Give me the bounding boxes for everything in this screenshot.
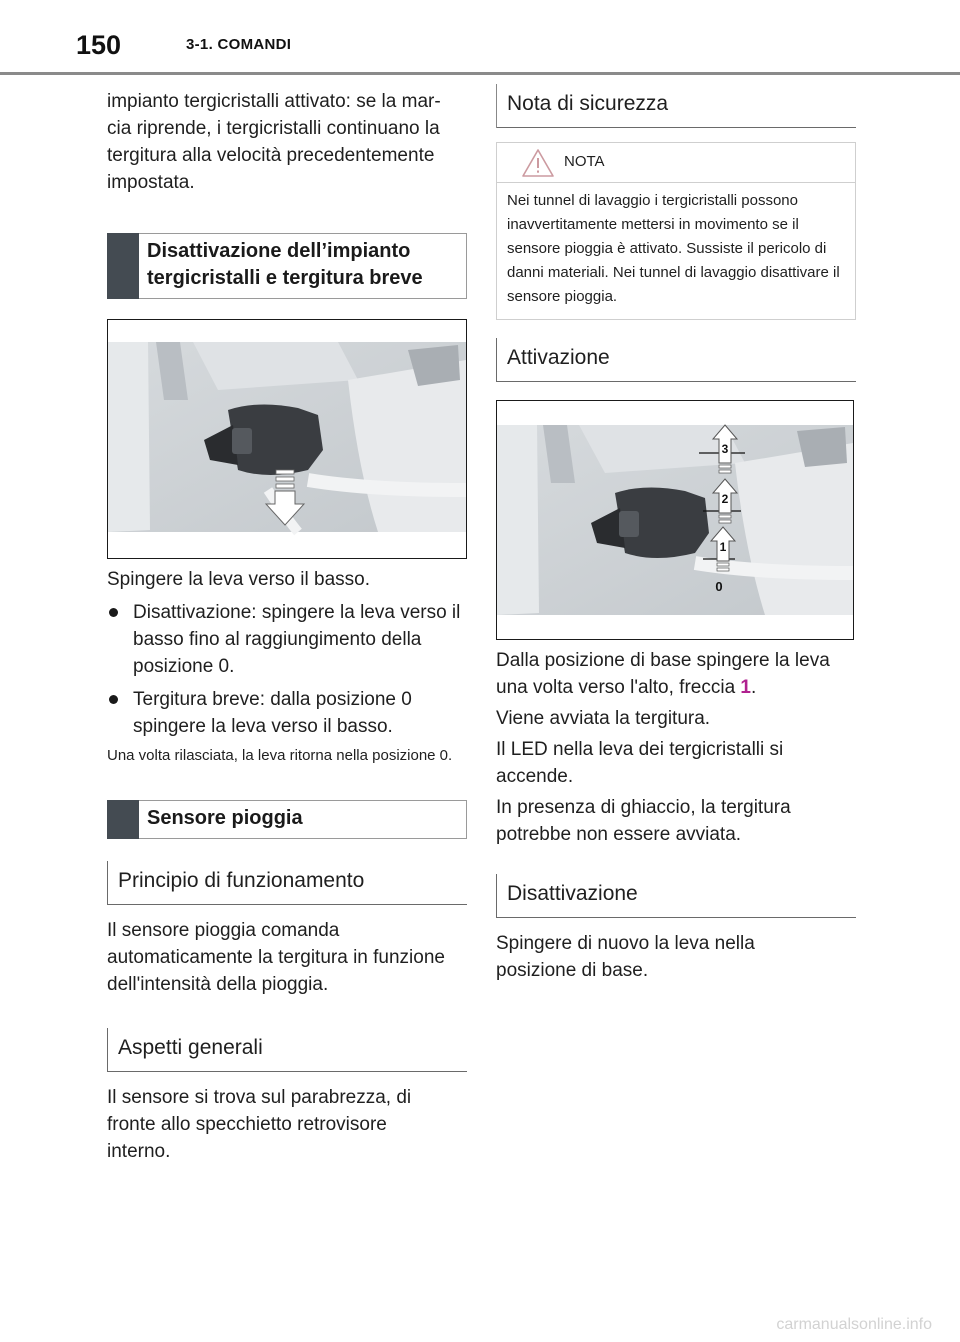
- position-label-1: 1: [719, 540, 727, 554]
- bullet-list: [107, 599, 467, 740]
- bullet-icon: [109, 608, 118, 617]
- section-heading-wiper-deactivation: [107, 233, 467, 299]
- section-bar-accent: [107, 233, 139, 299]
- lever-down-illustration: [108, 320, 466, 558]
- page-header: [0, 0, 960, 78]
- subheading-rule: [108, 1071, 467, 1072]
- figure-lever-up: [496, 400, 854, 640]
- section-heading-rain-sensor: [107, 800, 467, 839]
- section-title: Disattivazione dell’impianto tergicristalli e tergitura breve: [147, 240, 423, 289]
- note-paragraph: Una volta rilasciata, la leva ritorna nella posizione 0.: [107, 747, 453, 764]
- watermark: carmanualsonline.info: [776, 1316, 932, 1333]
- list-item: Tergitura breve: dalla posizione 0 spingere la leva verso il basso.: [107, 686, 467, 740]
- note-text: Nei tunnel di lavaggio i tergicristalli possono inavvertitamente mettersi in movimento se il sensore pioggia è attivato. Sussiste il pericolo di danni materiali. Nei tunnel di lavaggio disattivare il sensore pioggia.: [507, 192, 840, 305]
- position-label-2: 2: [721, 492, 729, 506]
- header-divider: [0, 72, 960, 75]
- bullet-icon: [109, 695, 118, 704]
- right-column: [496, 84, 856, 984]
- subheading-safety-note: Nota di sicurezza: [496, 84, 856, 128]
- lever-up-illustration: [497, 401, 853, 639]
- intro-paragraph: impianto tergicristalli attivato: se la mar- cia riprende, i tergicristalli continuano la tergitura alla velocità precedentemente impostata.: [107, 91, 441, 193]
- figure-caption: Spingere la leva verso il basso.: [107, 569, 370, 590]
- section-bar-accent: [107, 800, 139, 839]
- position-label-3: 3: [721, 442, 729, 456]
- left-column: [107, 84, 467, 1165]
- position-label-0: 0: [715, 579, 723, 594]
- subheading-general: Aspetti generali: [107, 1028, 467, 1072]
- activation-paragraph-1: Dalla posizione di base spingere la leva una volta verso l'alto, freccia 1.: [496, 650, 830, 698]
- subheading-activation: Attivazione: [496, 338, 856, 382]
- activation-paragraph-4: In presenza di ghiaccio, la tergitura potrebbe non essere avviata.: [496, 797, 791, 845]
- chapter-title: 3-1. COMANDI: [186, 36, 292, 53]
- subheading-working-principle: Principio di funzionamento: [107, 861, 467, 905]
- subheading-rule: [497, 917, 856, 918]
- subheading-deactivation: Disattivazione: [496, 874, 856, 918]
- note-header: [497, 143, 855, 183]
- activation-paragraph-2: Viene avviata la tergitura.: [496, 708, 711, 729]
- figure-lever-down: [107, 319, 467, 559]
- working-principle-paragraph: Il sensore pioggia comanda automaticamente la tergitura in funzione dell'intensità della pioggia.: [107, 920, 445, 995]
- activation-paragraph-3: Il LED nella leva dei tergicristalli si accende.: [496, 739, 784, 787]
- list-item: Disattivazione: spingere la leva verso il basso fino al raggiungimento della posizione 0.: [107, 599, 467, 680]
- subheading-rule: [497, 127, 856, 128]
- note-label: NOTA: [564, 153, 605, 170]
- subheading-rule: [108, 904, 467, 905]
- arrow-reference: 1: [740, 677, 751, 698]
- page-number: 150: [76, 30, 122, 60]
- section-title: Sensore pioggia: [147, 807, 303, 829]
- general-paragraph: Il sensore si trova sul parabrezza, di fronte allo specchietto retrovisore interno.: [107, 1087, 412, 1162]
- warning-triangle-icon: [521, 148, 555, 178]
- deactivation-paragraph: Spingere di nuovo la leva nella posizione di base.: [496, 933, 755, 981]
- subheading-rule: [497, 381, 856, 382]
- note-box: [496, 142, 856, 320]
